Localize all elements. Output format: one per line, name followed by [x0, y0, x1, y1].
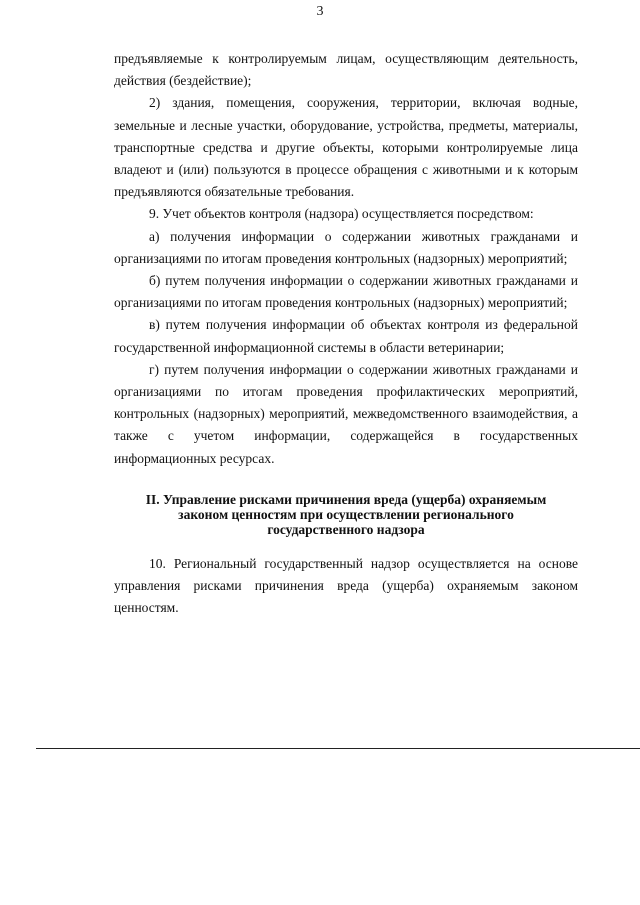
- section-heading-line-3: государственного надзора: [267, 521, 425, 537]
- section-heading: [114, 492, 578, 537]
- paragraph-clause-10: 10. Региональный государственный надзор осуществляется на основе управления рисками причинения вреда (ущерба) охраняемым законом ценностям.: [114, 555, 578, 616]
- paragraph-clause-9: 9. Учет объектов контроля (надзора) осуществляется посредством:: [149, 206, 534, 222]
- document-body: [114, 48, 578, 619]
- page-divider: [36, 748, 640, 749]
- paragraph-item-a: а) получения информации о содержании животных гражданами и организациями по итогам проведения контрольных (надзорных) мероприятий;: [114, 228, 578, 266]
- section-heading-line-2: законом ценностям при осуществлении регионального: [178, 506, 514, 522]
- page-number: 3: [316, 4, 324, 19]
- section-heading-line-1: II. Управление рисками причинения вреда (ущерба) охраняемым: [145, 491, 547, 507]
- paragraph-item-2: 2) здания, помещения, сооружения, территории, включая водные, земельные и лесные участки, оборудование, устройства, предметы, материалы, транспортные средства и другие объекты, которыми контролируемые лица владеют и (или) пользуются в процессе обращения с животными и к которым предъявляются обязательные требования.: [114, 95, 578, 200]
- paragraph-item-v: в) путем получения информации об объектах контроля из федеральной государственной информационной системы в области ветеринарии;: [114, 317, 578, 355]
- paragraph-item-g: г) путем получения информации о содержании животных гражданами и организациями по итогам проведения профилактических мероприятий, контрольных (надзорных) мероприятий, межведомственного взаимодействия, а также с учетом информации, содержащейся в государственных информационных ресурсах.: [114, 361, 578, 466]
- paragraph-item-b: б) путем получения информации о содержании животных гражданами и организациями по итогам проведения контрольных (надзорных) мероприятий;: [114, 273, 578, 311]
- paragraph-continuation: предъявляемые к контролируемым лицам, осуществляющим деятельность, действия (бездействие);: [114, 51, 578, 89]
